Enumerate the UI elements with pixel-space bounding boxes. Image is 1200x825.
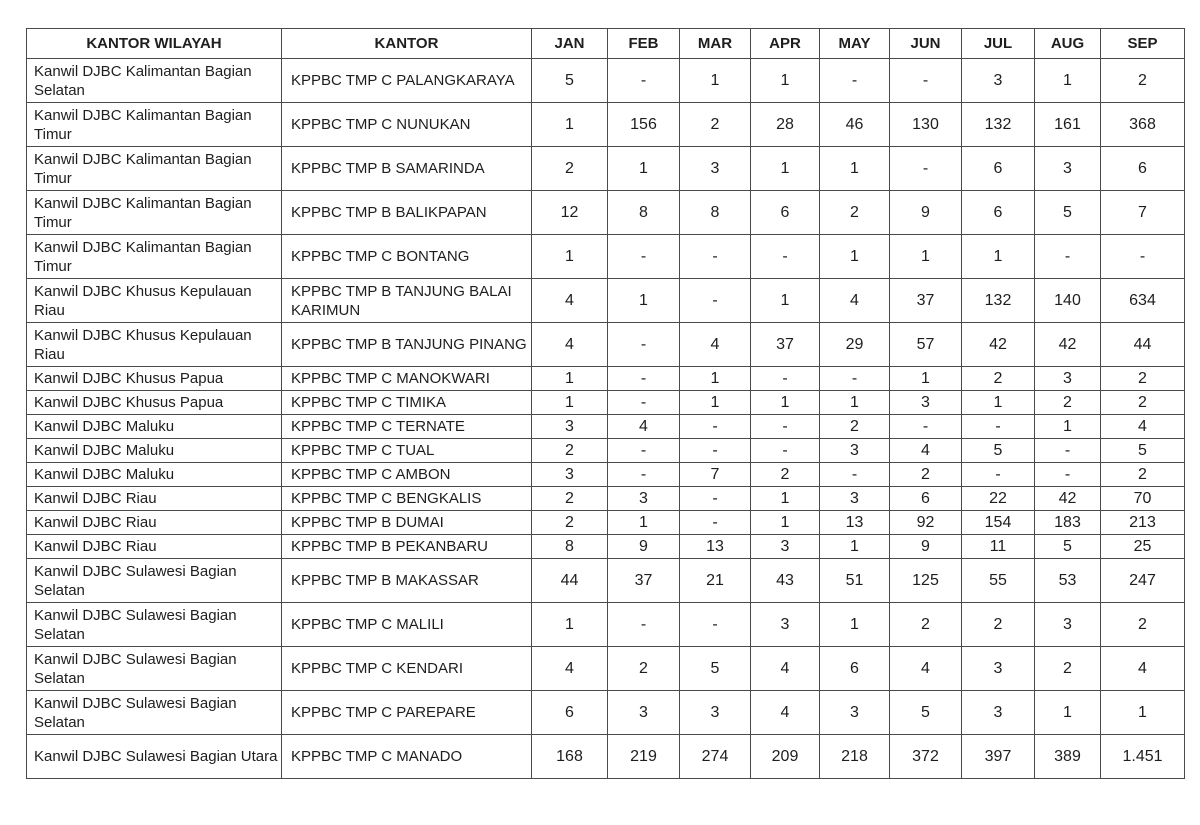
cell-apr: - [751, 367, 820, 391]
cell-sep: 247 [1101, 559, 1185, 603]
cell-jun: 9 [890, 535, 962, 559]
cell-apr: 43 [751, 559, 820, 603]
data-table [26, 28, 1185, 779]
cell-apr: 1 [751, 279, 820, 323]
cell-sep: 5 [1101, 439, 1185, 463]
cell-sep: 634 [1101, 279, 1185, 323]
table-row [27, 647, 1185, 691]
cell-jul: 6 [962, 147, 1035, 191]
cell-aug: 183 [1035, 511, 1101, 535]
cell-feb: 1 [608, 147, 680, 191]
cell-apr: 1 [751, 391, 820, 415]
cell-sep: 368 [1101, 103, 1185, 147]
cell-jun: 4 [890, 647, 962, 691]
cell-jul: 132 [962, 103, 1035, 147]
table-row [27, 147, 1185, 191]
cell-kantor: KPPBC TMP C TUAL [282, 439, 532, 463]
cell-may: 29 [820, 323, 890, 367]
cell-kantor: KPPBC TMP C MANOKWARI [282, 367, 532, 391]
cell-apr: 4 [751, 691, 820, 735]
cell-jul: 2 [962, 367, 1035, 391]
cell-feb: - [608, 367, 680, 391]
cell-jan: 1 [532, 103, 608, 147]
cell-kantor-wilayah: Kanwil DJBC Kalimantan Bagian Timur [27, 147, 282, 191]
cell-kantor: KPPBC TMP B TANJUNG BALAI KARIMUN [282, 279, 532, 323]
cell-sep: 2 [1101, 59, 1185, 103]
cell-jul: 2 [962, 603, 1035, 647]
cell-apr: 3 [751, 535, 820, 559]
cell-jun: 4 [890, 439, 962, 463]
cell-aug: - [1035, 235, 1101, 279]
cell-mar: 4 [680, 323, 751, 367]
cell-mar: 7 [680, 463, 751, 487]
cell-mar: - [680, 439, 751, 463]
cell-feb: 1 [608, 279, 680, 323]
cell-kantor-wilayah: Kanwil DJBC Kalimantan Bagian Timur [27, 103, 282, 147]
table-row [27, 463, 1185, 487]
cell-jan: 1 [532, 367, 608, 391]
header-sep: SEP [1101, 29, 1185, 59]
cell-feb: 9 [608, 535, 680, 559]
cell-sep: 6 [1101, 147, 1185, 191]
cell-jul: 3 [962, 647, 1035, 691]
table-row [27, 323, 1185, 367]
cell-kantor-wilayah: Kanwil DJBC Sulawesi Bagian Selatan [27, 559, 282, 603]
cell-jul: 1 [962, 235, 1035, 279]
cell-jul: 397 [962, 735, 1035, 779]
cell-jan: 2 [532, 487, 608, 511]
table-row [27, 235, 1185, 279]
cell-feb: - [608, 463, 680, 487]
cell-apr: 1 [751, 511, 820, 535]
cell-jan: 8 [532, 535, 608, 559]
cell-jan: 1 [532, 603, 608, 647]
cell-jan: 3 [532, 463, 608, 487]
cell-jun: 1 [890, 367, 962, 391]
cell-mar: 1 [680, 59, 751, 103]
cell-aug: 5 [1035, 191, 1101, 235]
cell-jul: 3 [962, 59, 1035, 103]
cell-mar: 274 [680, 735, 751, 779]
cell-jan: 5 [532, 59, 608, 103]
cell-sep: 44 [1101, 323, 1185, 367]
cell-aug: 1 [1035, 691, 1101, 735]
cell-may: 46 [820, 103, 890, 147]
cell-mar: - [680, 487, 751, 511]
cell-aug: 53 [1035, 559, 1101, 603]
cell-jun: 2 [890, 463, 962, 487]
cell-apr: 28 [751, 103, 820, 147]
table-row [27, 603, 1185, 647]
cell-kantor-wilayah: Kanwil DJBC Khusus Papua [27, 391, 282, 415]
table-row [27, 535, 1185, 559]
table-row [27, 559, 1185, 603]
cell-apr: 6 [751, 191, 820, 235]
cell-kantor-wilayah: Kanwil DJBC Sulawesi Bagian Selatan [27, 691, 282, 735]
cell-mar: 2 [680, 103, 751, 147]
header-jun: JUN [890, 29, 962, 59]
cell-feb: - [608, 439, 680, 463]
cell-may: 3 [820, 487, 890, 511]
cell-kantor: KPPBC TMP B TANJUNG PINANG [282, 323, 532, 367]
cell-feb: - [608, 323, 680, 367]
cell-kantor-wilayah: Kanwil DJBC Khusus Kepulauan Riau [27, 323, 282, 367]
cell-may: 3 [820, 439, 890, 463]
cell-aug: - [1035, 463, 1101, 487]
cell-jul: 55 [962, 559, 1035, 603]
cell-jan: 6 [532, 691, 608, 735]
cell-mar: 3 [680, 147, 751, 191]
cell-jun: 57 [890, 323, 962, 367]
cell-jul: 132 [962, 279, 1035, 323]
cell-jun: - [890, 147, 962, 191]
cell-mar: 1 [680, 391, 751, 415]
cell-apr: 1 [751, 487, 820, 511]
cell-jan: 4 [532, 323, 608, 367]
cell-may: 51 [820, 559, 890, 603]
cell-may: 1 [820, 535, 890, 559]
cell-feb: - [608, 391, 680, 415]
cell-may: 1 [820, 235, 890, 279]
cell-sep: 4 [1101, 647, 1185, 691]
cell-jan: 1 [532, 391, 608, 415]
cell-feb: 219 [608, 735, 680, 779]
cell-mar: 3 [680, 691, 751, 735]
table-row [27, 367, 1185, 391]
cell-jun: 130 [890, 103, 962, 147]
cell-feb: 8 [608, 191, 680, 235]
cell-kantor-wilayah: Kanwil DJBC Riau [27, 487, 282, 511]
document-page [26, 28, 1184, 779]
cell-jul: - [962, 415, 1035, 439]
cell-sep: 70 [1101, 487, 1185, 511]
header-jan: JAN [532, 29, 608, 59]
cell-feb: - [608, 235, 680, 279]
header-mar: MAR [680, 29, 751, 59]
cell-jul: 154 [962, 511, 1035, 535]
cell-kantor: KPPBC TMP B BALIKPAPAN [282, 191, 532, 235]
cell-may: 4 [820, 279, 890, 323]
cell-jan: 12 [532, 191, 608, 235]
cell-aug: - [1035, 439, 1101, 463]
cell-feb: 37 [608, 559, 680, 603]
cell-jun: 6 [890, 487, 962, 511]
cell-apr: - [751, 415, 820, 439]
cell-jun: 3 [890, 391, 962, 415]
cell-mar: - [680, 603, 751, 647]
cell-apr: 4 [751, 647, 820, 691]
cell-kantor-wilayah: Kanwil DJBC Khusus Papua [27, 367, 282, 391]
cell-kantor: KPPBC TMP C PAREPARE [282, 691, 532, 735]
cell-may: - [820, 59, 890, 103]
cell-kantor: KPPBC TMP B MAKASSAR [282, 559, 532, 603]
cell-kantor: KPPBC TMP C NUNUKAN [282, 103, 532, 147]
cell-jan: 2 [532, 511, 608, 535]
cell-mar: 21 [680, 559, 751, 603]
cell-may: - [820, 463, 890, 487]
cell-jul: - [962, 463, 1035, 487]
cell-apr: 209 [751, 735, 820, 779]
table-row [27, 735, 1185, 779]
cell-kantor-wilayah: Kanwil DJBC Khusus Kepulauan Riau [27, 279, 282, 323]
cell-feb: 3 [608, 487, 680, 511]
table-row [27, 439, 1185, 463]
cell-kantor-wilayah: Kanwil DJBC Maluku [27, 439, 282, 463]
cell-kantor: KPPBC TMP C BENGKALIS [282, 487, 532, 511]
cell-apr: 2 [751, 463, 820, 487]
cell-kantor-wilayah: Kanwil DJBC Kalimantan Bagian Timur [27, 191, 282, 235]
cell-jun: 9 [890, 191, 962, 235]
cell-may: 1 [820, 147, 890, 191]
cell-jan: 4 [532, 279, 608, 323]
cell-feb: 2 [608, 647, 680, 691]
cell-kantor-wilayah: Kanwil DJBC Sulawesi Bagian Utara [27, 735, 282, 779]
cell-kantor-wilayah: Kanwil DJBC Riau [27, 511, 282, 535]
cell-sep: 25 [1101, 535, 1185, 559]
cell-aug: 1 [1035, 415, 1101, 439]
cell-mar: - [680, 415, 751, 439]
cell-aug: 389 [1035, 735, 1101, 779]
table-row [27, 415, 1185, 439]
cell-jan: 3 [532, 415, 608, 439]
table-body [27, 59, 1185, 779]
cell-kantor: KPPBC TMP C TERNATE [282, 415, 532, 439]
cell-apr: - [751, 235, 820, 279]
cell-jun: 372 [890, 735, 962, 779]
cell-mar: 13 [680, 535, 751, 559]
cell-jun: 5 [890, 691, 962, 735]
cell-may: 6 [820, 647, 890, 691]
cell-mar: 1 [680, 367, 751, 391]
cell-jan: 2 [532, 147, 608, 191]
cell-jun: 92 [890, 511, 962, 535]
cell-jul: 11 [962, 535, 1035, 559]
cell-aug: 140 [1035, 279, 1101, 323]
cell-may: 13 [820, 511, 890, 535]
cell-kantor: KPPBC TMP C MALILI [282, 603, 532, 647]
cell-sep: 1 [1101, 691, 1185, 735]
cell-kantor-wilayah: Kanwil DJBC Maluku [27, 463, 282, 487]
cell-kantor-wilayah: Kanwil DJBC Maluku [27, 415, 282, 439]
cell-apr: 1 [751, 147, 820, 191]
cell-sep: 213 [1101, 511, 1185, 535]
cell-sep: 2 [1101, 391, 1185, 415]
cell-jun: 1 [890, 235, 962, 279]
cell-apr: 37 [751, 323, 820, 367]
cell-jun: 125 [890, 559, 962, 603]
cell-jan: 2 [532, 439, 608, 463]
header-kantor: KANTOR [282, 29, 532, 59]
cell-feb: 1 [608, 511, 680, 535]
cell-may: 218 [820, 735, 890, 779]
cell-kantor-wilayah: Kanwil DJBC Kalimantan Bagian Selatan [27, 59, 282, 103]
cell-aug: 1 [1035, 59, 1101, 103]
cell-feb: 3 [608, 691, 680, 735]
cell-jul: 3 [962, 691, 1035, 735]
cell-may: - [820, 367, 890, 391]
cell-jan: 1 [532, 235, 608, 279]
table-row [27, 691, 1185, 735]
cell-apr: 3 [751, 603, 820, 647]
cell-feb: - [608, 59, 680, 103]
cell-kantor-wilayah: Kanwil DJBC Sulawesi Bagian Selatan [27, 603, 282, 647]
cell-kantor: KPPBC TMP C BONTANG [282, 235, 532, 279]
header-kantor-wilayah: KANTOR WILAYAH [27, 29, 282, 59]
cell-kantor-wilayah: Kanwil DJBC Sulawesi Bagian Selatan [27, 647, 282, 691]
cell-jul: 42 [962, 323, 1035, 367]
cell-jan: 4 [532, 647, 608, 691]
cell-kantor: KPPBC TMP B PEKANBARU [282, 535, 532, 559]
table-header-row [27, 29, 1185, 59]
cell-may: 3 [820, 691, 890, 735]
cell-sep: 1.451 [1101, 735, 1185, 779]
header-jul: JUL [962, 29, 1035, 59]
cell-kantor: KPPBC TMP C MANADO [282, 735, 532, 779]
cell-apr: 1 [751, 59, 820, 103]
cell-jan: 168 [532, 735, 608, 779]
cell-may: 2 [820, 191, 890, 235]
cell-jun: - [890, 415, 962, 439]
cell-kantor: KPPBC TMP C KENDARI [282, 647, 532, 691]
cell-kantor-wilayah: Kanwil DJBC Kalimantan Bagian Timur [27, 235, 282, 279]
cell-aug: 3 [1035, 147, 1101, 191]
cell-may: 2 [820, 415, 890, 439]
cell-aug: 42 [1035, 323, 1101, 367]
cell-feb: - [608, 603, 680, 647]
cell-kantor: KPPBC TMP C AMBON [282, 463, 532, 487]
cell-feb: 4 [608, 415, 680, 439]
cell-aug: 5 [1035, 535, 1101, 559]
cell-kantor: KPPBC TMP B DUMAI [282, 511, 532, 535]
table-row [27, 191, 1185, 235]
cell-jun: 2 [890, 603, 962, 647]
cell-aug: 3 [1035, 367, 1101, 391]
cell-kantor-wilayah: Kanwil DJBC Riau [27, 535, 282, 559]
cell-mar: - [680, 235, 751, 279]
cell-kantor: KPPBC TMP C TIMIKA [282, 391, 532, 415]
table-row [27, 103, 1185, 147]
table-row [27, 487, 1185, 511]
cell-kantor: KPPBC TMP C PALANGKARAYA [282, 59, 532, 103]
cell-aug: 2 [1035, 647, 1101, 691]
cell-jul: 5 [962, 439, 1035, 463]
cell-may: 1 [820, 391, 890, 415]
cell-jan: 44 [532, 559, 608, 603]
cell-jul: 22 [962, 487, 1035, 511]
table-row [27, 511, 1185, 535]
header-feb: FEB [608, 29, 680, 59]
cell-jul: 1 [962, 391, 1035, 415]
cell-mar: - [680, 511, 751, 535]
cell-apr: - [751, 439, 820, 463]
cell-may: 1 [820, 603, 890, 647]
cell-mar: - [680, 279, 751, 323]
cell-feb: 156 [608, 103, 680, 147]
header-may: MAY [820, 29, 890, 59]
header-aug: AUG [1035, 29, 1101, 59]
cell-jun: 37 [890, 279, 962, 323]
cell-jul: 6 [962, 191, 1035, 235]
cell-sep: 2 [1101, 463, 1185, 487]
table-row [27, 279, 1185, 323]
cell-sep: - [1101, 235, 1185, 279]
cell-sep: 7 [1101, 191, 1185, 235]
cell-aug: 3 [1035, 603, 1101, 647]
cell-sep: 2 [1101, 603, 1185, 647]
cell-aug: 2 [1035, 391, 1101, 415]
cell-mar: 8 [680, 191, 751, 235]
cell-sep: 4 [1101, 415, 1185, 439]
table-row [27, 59, 1185, 103]
cell-jun: - [890, 59, 962, 103]
cell-sep: 2 [1101, 367, 1185, 391]
table-row [27, 391, 1185, 415]
cell-aug: 42 [1035, 487, 1101, 511]
header-apr: APR [751, 29, 820, 59]
cell-kantor: KPPBC TMP B SAMARINDA [282, 147, 532, 191]
cell-aug: 161 [1035, 103, 1101, 147]
cell-mar: 5 [680, 647, 751, 691]
